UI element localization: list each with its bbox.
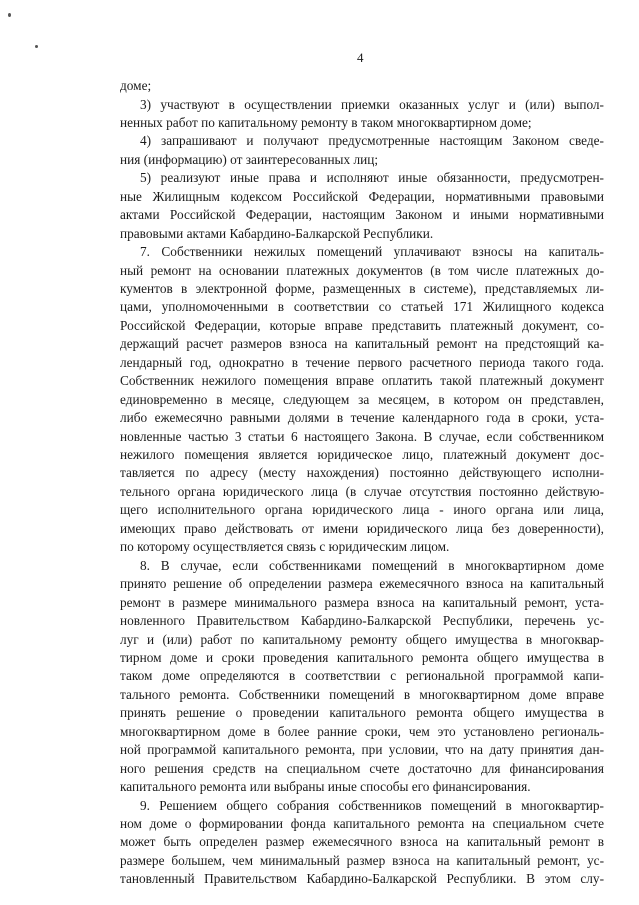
text-line: 5) реализуют иные права и исполняют иные обязанности, предусмотрен-	[140, 170, 604, 186]
text-line: многоквартирном доме в более ранние сроки, чем это установлено региональ-	[120, 723, 604, 739]
text-line: тирном доме и сроки проведения капитального ремонта общего имущества в	[120, 649, 604, 665]
text-line: нежилого помещения является юридическое лицо, платежный документ дос-	[120, 447, 604, 462]
text-line: лендарный год, однократно в течение первого расчетного периода такого года.	[120, 354, 604, 370]
text-line: 4) запрашивают и получают предусмотренные настоящим Законом сведе-	[140, 133, 604, 149]
text-line: новленного Правительством Кабардино-Балкарской Республики, перечень ус-	[120, 613, 604, 628]
text-line: либо ежемесячно равными долями в течение календарного года в сроки, уста-	[120, 410, 604, 426]
text-line: актами Российской Федерации, настоящим Законом и иными нормативными	[120, 207, 604, 223]
text-line: имеющих право действовать от имени юридического лица без доверенности),	[120, 520, 604, 536]
text-line: размере большем, чем минимальный размер взноса на капитальный ремонт, ус-	[120, 852, 604, 868]
text-line: тельного органа юридического лица (в случае отсутствия постоянно действую-	[120, 483, 604, 499]
text-line: капитального ремонта или выбраны иные способы его финансирования.	[120, 779, 531, 795]
text-line: ный ремонт на основании платежных документов (в том числе платежных до-	[120, 262, 604, 278]
text-line: принято решение об определении размера ежемесячного взноса на капитальный	[120, 576, 604, 592]
text-line: 8. В случае, если собственниками помещений в многоквартирном доме	[140, 557, 604, 573]
text-line: правовыми актами Кабардино-Балкарской Республики.	[120, 225, 434, 241]
text-line: тановленный Правительством Кабардино-Балкарской Республики. В этом слу-	[120, 871, 604, 887]
text-line: доме;	[120, 78, 152, 93]
text-line: единовременно в месяце, следующем за месяцем, в котором он представлен,	[120, 391, 604, 407]
text-line: ния (информацию) от заинтересованных лиц;	[120, 151, 379, 167]
text-line: ной программой капитального ремонта, при условии, что на дату принятия дан-	[120, 742, 604, 758]
text-line: 3) участвуют в осуществлении приемки оказанных услуг и (или) выпол-	[140, 96, 604, 112]
text-line: ремонт в размере минимального размера взноса на капитальный ремонт, уста-	[120, 594, 604, 610]
text-line: луг и (или) работ по капитальному ремонту общего имущества в многоквар-	[120, 631, 604, 647]
text-line: Собственник нежилого помещения вправе оплатить такой платежный документ	[120, 373, 604, 389]
text-line: держащий расчет размеров взноса на капитальный ремонт на предстоящий ка-	[120, 336, 604, 352]
page-number: 4	[357, 50, 364, 65]
text-line: Российской Федерации, которые вправе представить платежный документ, со-	[120, 317, 604, 333]
text-line: новленные частью 3 статьи 6 настоящего Закона. В случае, если собственником	[120, 428, 604, 444]
text-line: ненных работ по капитальному ремонту в таком многоквартирном доме;	[120, 114, 532, 130]
text-line: таком доме определяются в соответствии с региональной программой капи-	[120, 668, 604, 684]
text-line: цами, уполномоченными в соответствии со статьей 171 Жилищного кодекса	[120, 299, 604, 315]
text-line: кументов в электронной форме, размещенных в системе), представляемых ли-	[120, 280, 604, 296]
text-line: принять решение о проведении капитального ремонта общего имущества в	[120, 705, 604, 721]
text-line: 7. Собственники нежилых помещений уплачивают взносы на капиталь-	[140, 244, 604, 259]
text-line: щего исполнительного органа юридического лица - иного органа или лица,	[120, 502, 604, 518]
text-line: 9. Решением общего собрания собственников помещений в многоквартир-	[140, 797, 604, 813]
text-line: тального ремонта. Собственники помещений в многоквартирном доме вправе	[120, 686, 604, 702]
text-line: ном доме о формировании фонда капитального ремонта на специальном счете	[120, 816, 604, 831]
text-line: ные Жилищным кодексом Российской Федерации, нормативными правовыми	[120, 188, 604, 204]
text-line: по которому осуществляется связь с юридическим лицом.	[120, 539, 450, 555]
text-line: может быть определен размер ежемесячного взноса на капитальный ремонт в	[120, 834, 604, 850]
text-line: ного решения средств на специальном счете достаточно для финансирования	[120, 760, 604, 776]
text-line: тавляется по адресу (месту нахождения) постоянно действующего исполни-	[120, 465, 604, 481]
